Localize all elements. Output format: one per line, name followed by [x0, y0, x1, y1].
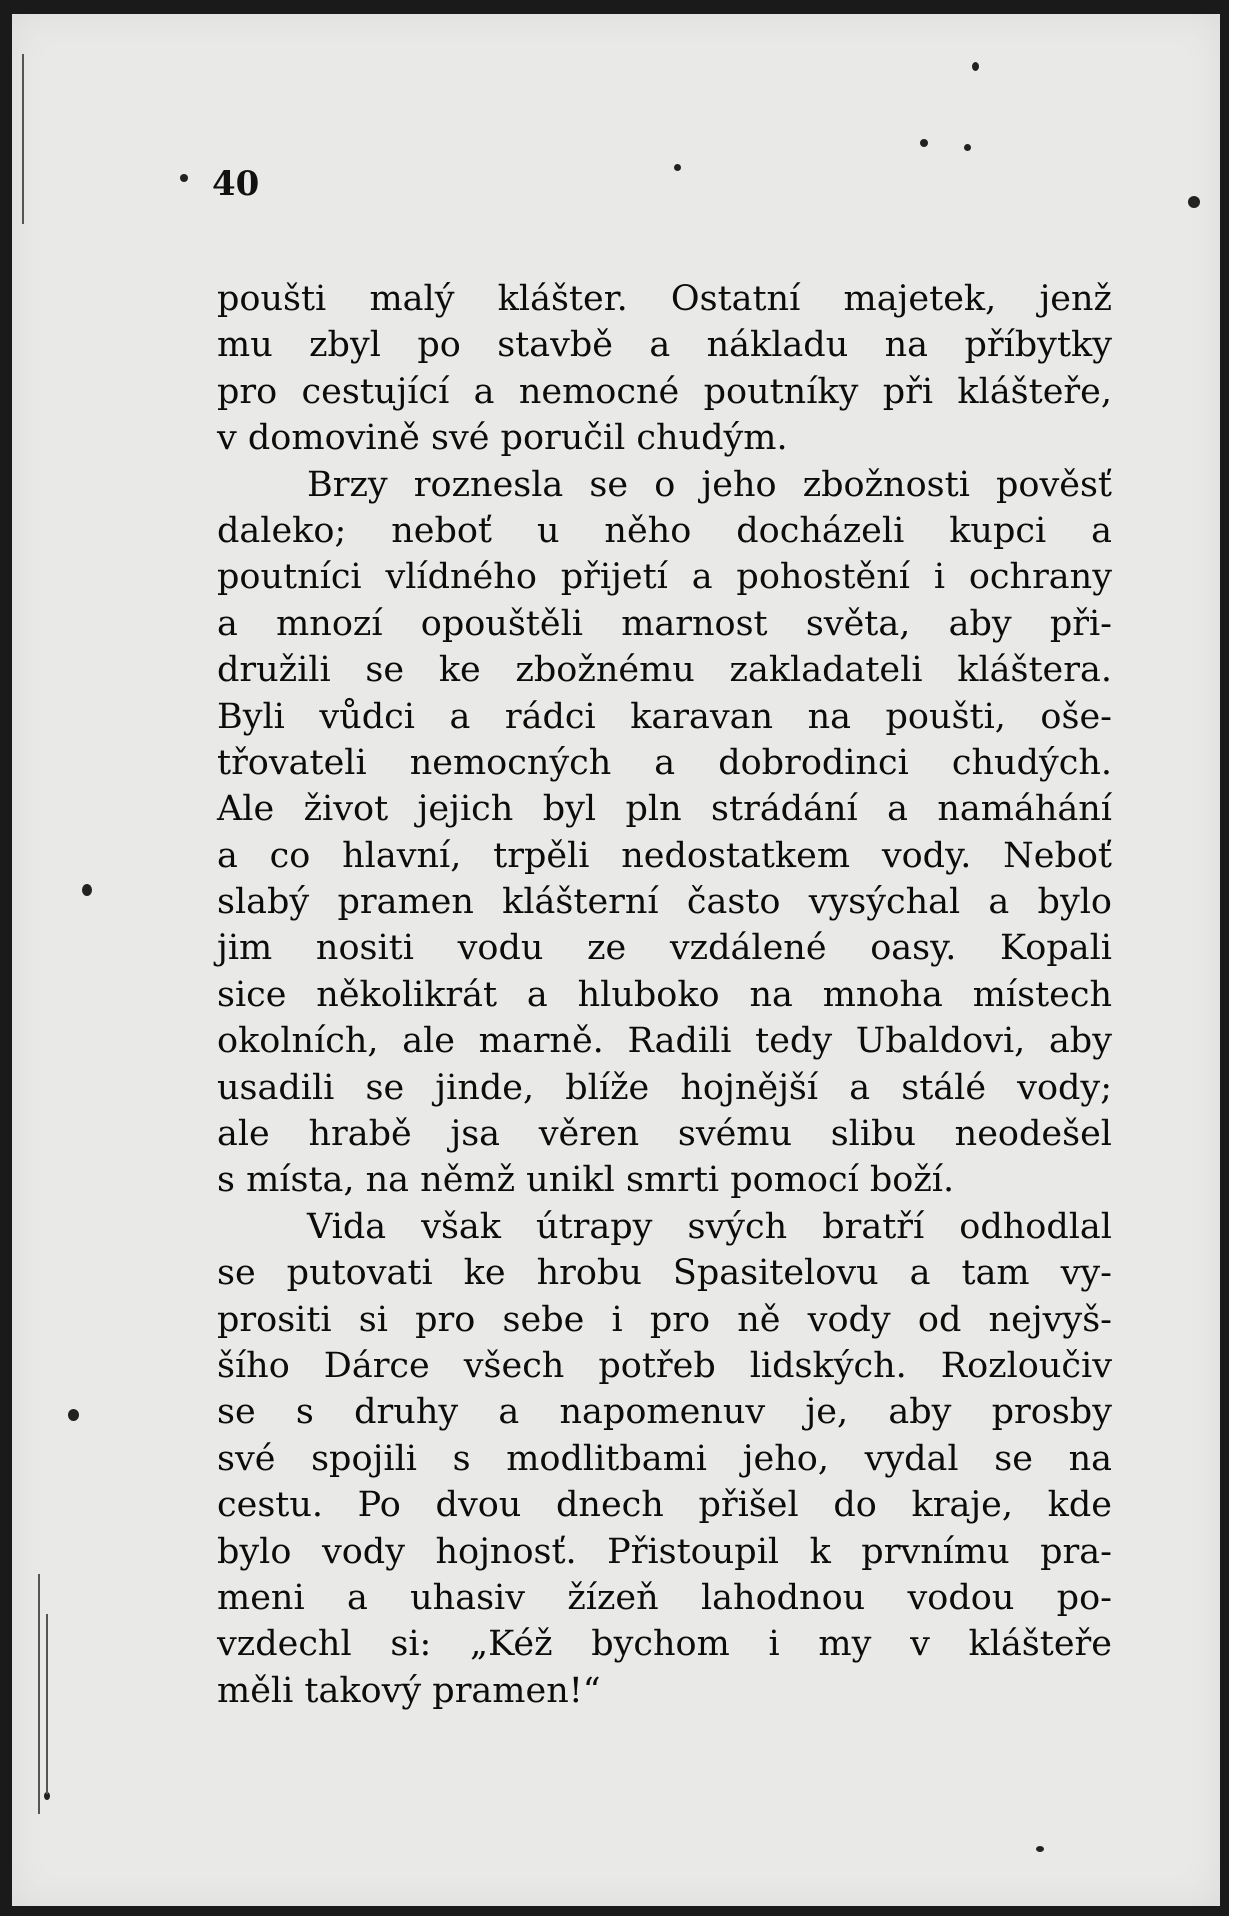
text-line: slabý pramen klášterní často vysýchal a bylo: [217, 882, 1112, 923]
scan-speck: [1188, 196, 1200, 208]
text-line: jim nositi vodu ze vzdálené oasy. Kopali: [217, 928, 1112, 969]
text-line: mu zbyl po stavbě a nákladu na příbytky: [217, 325, 1112, 366]
scan-scratch: [38, 1574, 40, 1814]
text-line: družili se ke zbožnému zakladateli kláštera.: [217, 650, 1112, 691]
text-line: ale hrabě jsa věren svému slibu neodešel: [217, 1114, 1112, 1155]
text-line: meni a uhasiv žízeň lahodnou vodou po-: [217, 1577, 1112, 1618]
text-line: pro cestující a nemocné poutníky při klášteře,: [217, 371, 1112, 412]
scan-speck: [920, 139, 928, 147]
body-text: [217, 276, 1112, 1714]
text-line: bylo vody hojnosť. Přistoupil k prvnímu pra-: [217, 1531, 1112, 1572]
scan-speck: [68, 1409, 79, 1421]
text-line: se s druhy a napomenuv je, aby prosby: [217, 1392, 1112, 1433]
scan-scratch: [46, 1614, 48, 1794]
text-line: a mnozí opouštěli marnost světa, aby při-: [217, 603, 1112, 644]
scan-speck: [972, 62, 979, 71]
text-line: poušti malý klášter. Ostatní majetek, jenž: [217, 279, 1112, 319]
page-number: 40: [212, 164, 260, 204]
scan-speck: [82, 884, 92, 896]
text-line: cestu. Po dvou dnech přišel do kraje, kde: [217, 1485, 1112, 1526]
text-line: a co hlavní, trpěli nedostatkem vody. Neboť: [217, 835, 1112, 876]
scan-speck: [674, 164, 681, 171]
scan-edge: [1229, 0, 1253, 1916]
book-page: [12, 14, 1220, 1906]
scan-scratch: [22, 54, 24, 224]
scan-speck: [1036, 1846, 1044, 1852]
text-line: měli takový pramen!“: [217, 1670, 601, 1711]
text-line: Byli vůdci a rádci karavan na poušti, oše-: [217, 696, 1112, 737]
text-line: se putovati ke hrobu Spasitelovu a tam vy-: [217, 1253, 1112, 1294]
text-line: šího Dárce všech potřeb lidských. Rozloučiv: [217, 1345, 1112, 1386]
text-line: Brzy roznesla se o jeho zbožnosti pověsť: [307, 464, 1112, 505]
text-line: třovateli nemocných a dobrodinci chudých.: [217, 742, 1112, 783]
scan-speck: [964, 144, 971, 151]
text-line: vzdechl si: „Kéž bychom i my v klášteře: [217, 1624, 1112, 1665]
text-line: poutníci vlídného přijetí a pohostění i ochrany: [217, 557, 1112, 598]
text-line: s místa, na němž unikl smrti pomocí boží.: [217, 1160, 955, 1201]
text-line: prositi si pro sebe i pro ně vody od nejvyš-: [217, 1299, 1112, 1340]
text-line: daleko; neboť u něho docházeli kupci a: [217, 510, 1112, 551]
text-line: své spojili s modlitbami jeho, vydal se na: [217, 1438, 1112, 1479]
text-line: Ale život jejich byl pln strádání a namáhání: [217, 789, 1112, 830]
text-line: okolních, ale marně. Radili tedy Ubaldovi, aby: [217, 1021, 1112, 1062]
text-line: Vida však útrapy svých bratří odhodlal: [307, 1206, 1112, 1247]
text-line: v domovině své poručil chudým.: [217, 418, 788, 459]
scan-speck: [180, 174, 188, 182]
text-line: usadili se jinde, blíže hojnější a stálé vody;: [217, 1067, 1112, 1108]
text-line: sice několikrát a hluboko na mnoha místech: [217, 974, 1112, 1015]
